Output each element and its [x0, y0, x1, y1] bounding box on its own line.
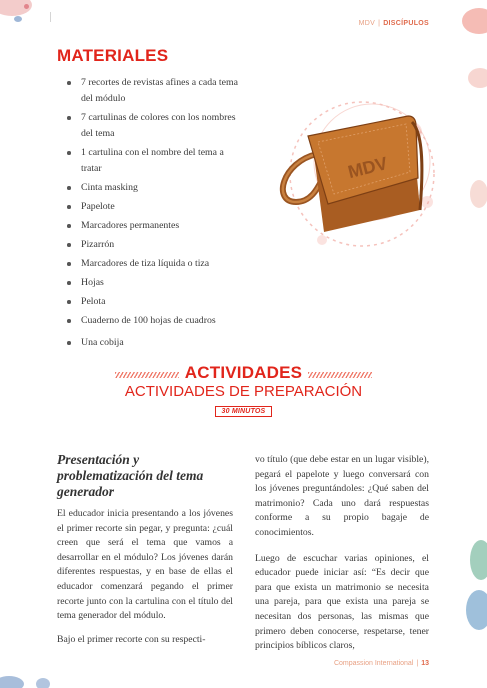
messenger-bag-icon — [262, 92, 452, 252]
running-head-divider: | — [378, 20, 381, 27]
list-item: Una cobija — [66, 335, 246, 351]
paint-splash-bottom-left-2 — [36, 678, 50, 688]
text-column-right — [255, 453, 429, 665]
activities-title: ACTIVIDADES — [184, 363, 303, 382]
hatch-decoration-right — [308, 372, 372, 378]
list-item: Cinta masking — [66, 180, 246, 196]
messenger-bag-illustration — [262, 92, 452, 252]
paragraph: Luego de escuchar varias opiniones, el educador puede iniciar así: “Es decir que para que exista un matrimonio se necesita una pareja, para que exista una pareja se necesitan dos personas, las mismas que primero deben conocerse, respetarse, tener principios bíblicos claros, — [255, 552, 429, 652]
paint-splash-bottom-right-green — [470, 540, 487, 580]
paint-splash-bottom-left — [0, 676, 24, 688]
duration-badge: 30 MINUTOS — [215, 406, 273, 417]
list-item: 7 recortes de revistas afines a cada tema del módulo — [66, 75, 246, 107]
list-item: Papelote — [66, 199, 246, 215]
crop-mark — [50, 12, 51, 22]
footer-publisher: Compassion International — [333, 660, 414, 667]
paint-splash-top-right — [462, 8, 487, 34]
activities-heading-block — [0, 363, 487, 418]
activities-title-wrap — [185, 363, 302, 383]
materials-title: MATERIALES — [57, 46, 169, 65]
running-head — [359, 20, 429, 27]
paint-splash-top-left-dot — [14, 16, 22, 22]
list-item: Pizarrón — [66, 237, 246, 253]
materials-list — [66, 75, 246, 354]
paragraph: vo título (que debe estar en un lugar visible), pegará el papelote y luego conversará con los jóvenes preguntándoles: ¿Qué saben del matrimonio? Cada uno dará respuestas conforme a su propio bagaje de conocimientos. — [255, 454, 429, 538]
list-item: Pelota — [66, 294, 246, 310]
paint-splash-right-low — [470, 180, 487, 208]
footer-divider: | — [416, 660, 419, 667]
running-head-section: DISCÍPULOS — [383, 20, 429, 27]
paint-splash-top-left-dot-2 — [24, 4, 29, 9]
running-head-prefix: MDV — [358, 20, 376, 27]
paragraph: Bajo el primer recorte con su respecti- — [57, 633, 206, 645]
list-item: 1 cartulina con el nombre del tema a tratar — [66, 145, 246, 177]
page-number: 13 — [421, 660, 429, 667]
list-item: Cuaderno de 100 hojas de cuadros — [66, 313, 246, 329]
list-item: Marcadores permanentes — [66, 218, 246, 234]
list-item: Hojas — [66, 275, 246, 291]
text-column-left — [57, 452, 233, 658]
hatch-decoration-left — [115, 372, 179, 378]
section-heading: Presentación y problematización del tema generador — [57, 452, 204, 499]
paint-splash-right-mid — [468, 68, 487, 88]
page-footer — [334, 660, 429, 667]
bag-emblem: MDV — [345, 153, 390, 183]
paint-splash-bottom-right-blue — [466, 590, 487, 630]
list-item: 7 cartulinas de colores con los nombres del tema — [66, 110, 246, 142]
list-item: Marcadores de tiza líquida o tiza — [66, 256, 246, 272]
activities-subtitle: ACTIVIDADES DE PREPARACIÓN — [124, 383, 363, 400]
paragraph: El educador inicia presentando a los jóvenes el primer recorte sin pegar, y pregunta: ¿cuál creen que será el tema que vamos a desarrollar en el módulo? Los jóvenes darán diferentes respuestas, y en base de ellas el educador comenzará pegando el primer recorte junto con la cartulina con el título del tema generador del módulo. — [57, 508, 233, 622]
